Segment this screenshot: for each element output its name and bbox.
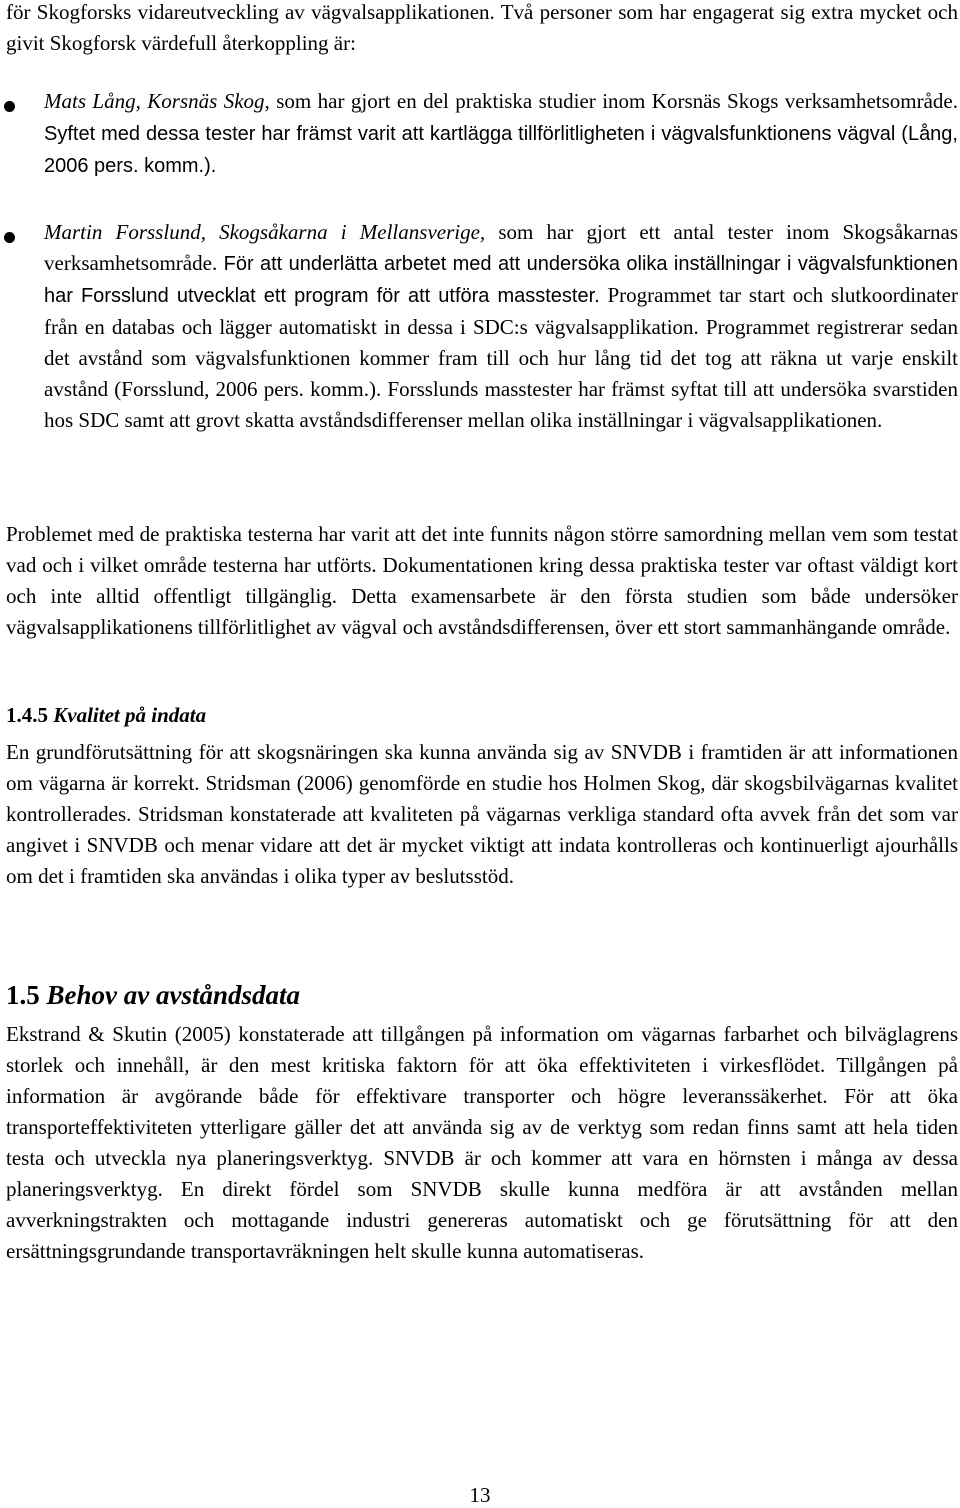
bullet-text: som har gjort ett antal tester inom Skogsåkarnas verksamhetsområde. [44, 220, 958, 275]
intro-paragraph: för Skogforsks vidareutveckling av vägvalsapplikationen. Två personer som har engagerat sig extra mycket och givit Skogforsk värdefull återkoppling är: [6, 0, 958, 55]
bullet-person-name: Martin Forsslund, Skogsåkarna i Mellansverige, [44, 220, 486, 244]
section-heading-1-5 [6, 975, 300, 1015]
section-title: Kvalitet på indata [53, 703, 207, 727]
bullet-text: som har gjort en del praktiska studier inom Korsnäs Skogs verksamhetsområde. [269, 89, 958, 113]
bullet-item-forsslund [44, 217, 958, 436]
bullet-text: Programmet tar start och slutkoordinater från en databas och lägger automatiskt in dessa i SDC:s vägvalsapplikation. Programmet registrerar sedan det avstånd som vägvalsfunktionen kommer fram till och hur lång tid det tog att räkna ut varje enskilt avstånd (Forsslund, 2006 pers. komm.). Forsslunds masstester har främst syftat till att undersöka svarstiden hos SDC samt att grovt skatta avståndsdifferenser mellan olika inställningar i vägvalsapplikationen. [44, 283, 958, 432]
body-paragraph: Problemet med de praktiska testerna har varit att det inte funnits någon större samordning mellan vem som testat vad och i vilket område testerna har utförts. Dokumentationen kring dessa praktiska tester var oftast väldigt kort och inte alltid offentligt tillgänglig. Detta examensarbete är den första studien som både undersöker vägvalsapplikationens tillförlitlighet av vägval och avståndsdifferensen, över ett stort sammanhängande område. [6, 522, 958, 639]
section-number: 1.5 [6, 980, 40, 1010]
bullet-icon [4, 232, 15, 243]
bullet-text-sans: Syftet med dessa tester har främst varit att kartlägga tillförlitligheten i vägvalsfunktionens vägval (Lång, 2006 pers. komm.). [44, 123, 958, 177]
page-number: 13 [469, 1483, 491, 1507]
bullet-person-name: Mats Lång, Korsnäs Skog, [44, 89, 270, 113]
body-paragraph: Ekstrand & Skutin (2005) konstaterade att tillgången på information om vägarnas farbarhet och bilväglagrens storlek och innehåll, är den mest kritiska faktorn för att öka effektiviteten i virkesflödet. Tillgången på information är avgörande både för effektivare transporter och högre leveranssäkerhet. För att öka transporteffektiviteten ytterligare gäller det att använda sig av de verktyg som redan finns samt att hela tiden testa och utveckla nya planeringsverktyg. SNVDB är och kommer att vara en hörnsten i många av dessa planeringsverktyg. En direkt fördel som SNVDB skulle kunna medföra är att avstånden mellan avverkningstrakten och mottagande industri genereras automatiskt och ge förutsättning för att den ersättningsgrundande transportavräkningen helt skulle kunna automatiseras. [6, 1022, 958, 1263]
bullet-text-sans: För att underlätta arbetet med att undersöka olika inställningar i vägvalsfunktionen har Forsslund utvecklat ett program för att utföra masstester. [44, 253, 958, 307]
bullet-icon [4, 101, 15, 112]
bullet-item-lang [44, 86, 958, 182]
section-heading-1-4-5 [6, 700, 206, 731]
body-paragraph: En grundförutsättning för att skogsnäringen ska kunna använda sig av SNVDB i framtiden är att informationen om vägarna är korrekt. Stridsman (2006) genomförde en studie hos Holmen Skog, där skogsbilvägarnas kvalitet kontrollerades. Stridsman konstaterade att kvaliteten på vägarnas verkliga standard ofta avvek från det som var angivet i SNVDB och menar vidare att det är mycket viktigt att indata kontrolleras och kontinuerligt ajourhålls om det i framtiden ska användas i olika typer av beslutsstöd. [6, 740, 958, 888]
section-title: Behov av avståndsdata [46, 980, 300, 1010]
section-number: 1.4.5 [6, 703, 48, 727]
